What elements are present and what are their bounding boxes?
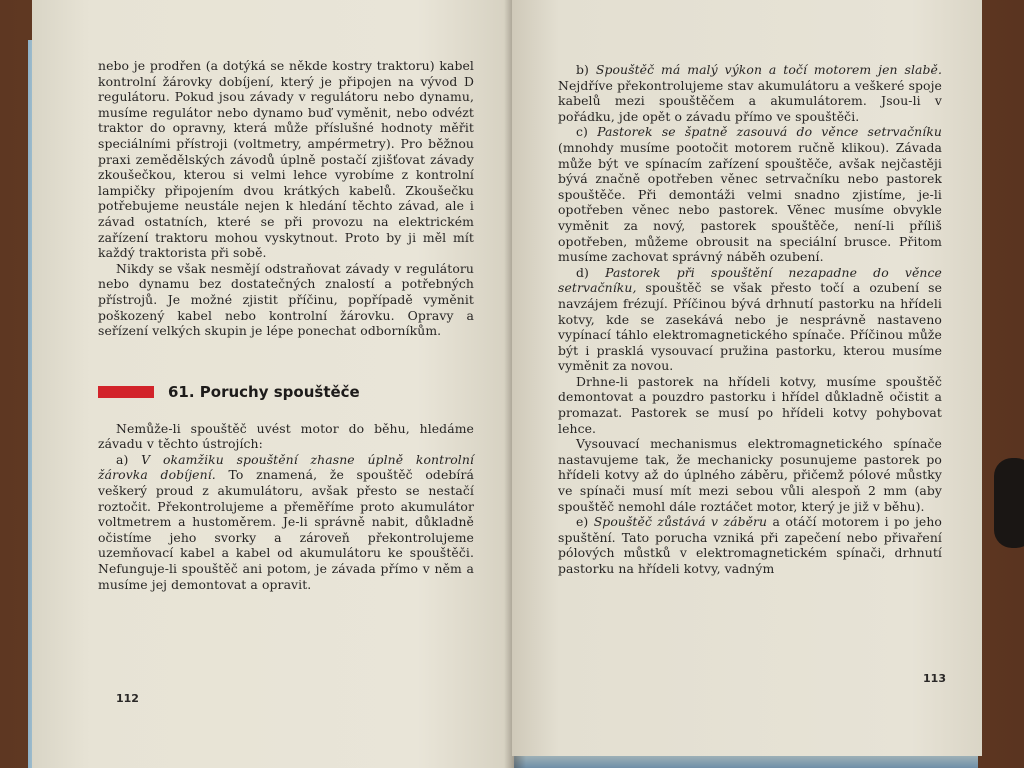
- item-c-italic: Pastorek se špatně zasouvá do věnce setrvačníku: [597, 124, 943, 140]
- page-number-right: 113: [923, 672, 946, 685]
- right-para-vysouv: Vysouvací mechanismus elektromagnetického spínače nastavujeme tak, že mechanicky posunujeme pastorek po hřídeli kotvy až do úplného záběru, přičemž pólové můstky ve spínači musí mít mezi sebou vůli alespoň 2 mm (aby spouštěč nemohl dále roztáčet motor, který je již v běhu).: [558, 436, 942, 514]
- right-para-drhne: Drhne-li pastorek na hřídeli kotvy, musíme spouštěč demontovat a pouzdro pastorku i hřídel důkladně očistit a promazat. Pastorek se musí po hřídeli kotvy pohybovat lehce.: [558, 373, 942, 436]
- item-e-label: e): [576, 514, 594, 530]
- item-c: [558, 124, 942, 264]
- item-a-label: a): [116, 451, 142, 467]
- item-a-italic: V okamžiku spouštění zhasne úplně kontrolní žárovka dobíjení.: [98, 451, 475, 483]
- item-e-italic: Spouštěč zůstává v záběru: [593, 514, 768, 530]
- heading-red-bar: [98, 386, 154, 398]
- left-para-2: Nikdy se však nesmějí odstraňovat závady v regulátoru nebo dynamu bez dostatečných znalostí a potřebných přístrojů. Je možné zjistit příčinu, popřípadě vyměnit poškozený kabel nebo kontrolní žárovku. Opravy a seřízení velkých skupin je lépe ponechat odborníkům.: [98, 260, 474, 339]
- item-b: [558, 62, 942, 124]
- item-c-text: (mnohdy musíme pootočit motorem ručně klikou). Závada může být ve spínacím zařízení spouštěče, avšak nejčastěji bývá značně opotřeben věnec setrvačníku nebo pastorek spouštěče. Při demontáži velmi snadno zjistíme, je-li opotřeben věnec nebo pastorek. Věnec musíme obvykle vyměnit za nový, pastorek spouštěče, není-li příliš opotřeben, můžeme obrousit na speciální brusce. Přitom musíme zachovat správný náběh ozubení.: [558, 139, 942, 265]
- item-b-italic: Spouštěč má malý výkon a točí motorem jen slabě.: [595, 62, 942, 77]
- left-para-3: Nemůže-li spouštěč uvést motor do běhu, hledáme závadu v těchto ústrojích:: [98, 420, 474, 452]
- open-book: [18, 0, 990, 768]
- right-page: [512, 0, 982, 756]
- item-e-text: a otáčí motorem i po jeho spuštění. Tato porucha vzniká při zapečení nebo přivaření pólových můstků v elektromagnetickém spínači, drhnutí pastorku na hřídeli kotvy, vadným: [558, 514, 942, 576]
- item-a-text: To znamená, že spouštěč odebírá veškerý proud z akumulátoru, avšak přesto se nestačí roztočit. Překontrolujeme a přeměříme proto akumulátor voltmetrem a hustoměrem. Je-li správně nabit, důkladně očistíme jeho svorky a zároveň překontrolujeme uzemňovací kabel a kabel od akumulátoru ke spouštěči. Nefunguje-li spouštěč ani potom, je závada přímo v něm a musíme jej demontovat a opravit.: [98, 467, 474, 592]
- page-number-left: 112: [116, 692, 139, 705]
- item-d-label: d): [576, 264, 606, 280]
- item-d: [558, 265, 942, 374]
- section-heading: [98, 383, 474, 401]
- left-page: [32, 0, 514, 768]
- section-title: 61. Poruchy spouštěče: [168, 382, 360, 401]
- item-b-text: Nejdříve překontrolujeme stav akumulátoru a veškeré spoje kabelů mezi spouštěčem a akumulátorem. Jsou-li v pořádku, jde opět o závadu přímo ve spouštěči.: [558, 77, 942, 124]
- item-b-label: b): [576, 62, 596, 77]
- left-para-4: [98, 452, 474, 592]
- item-d-italic: Pastorek při spouštění nezapadne do věnce setrvačníku,: [558, 264, 942, 296]
- item-e: [558, 514, 942, 576]
- left-para-1: nebo je prodřen (a dotýká se někde kostry traktoru) kabel kontrolní žárovky dobíjení, který je připojen na vývod D regulátoru. Pokud jsou závady v regulátoru nebo dynamu, musíme regulátor nebo dynamo buď vyměnit, nebo odvézt traktor do opravny, která může příslušné hodnoty měřit speciálními přístroji (voltmetry, ampérmetry). Pro běžnou praxi zemědělských závodů úplně postačí zjišťovat závady zkoušečkou, kterou si velmi lehce vyrobíme z kontrolní lampičky připojením dvou krátkých kabelů. Zkoušečku potřebujeme neustále nejen k hledání těchto závad, ale i závad ostatních, které se při provozu na elektrickém zařízení traktoru mohou vyskytnout. Proto by ji měl mít každý traktorista při sobě.: [98, 58, 474, 261]
- item-d-text: spouštěč se však přesto točí a ozubení se navzájem frézují. Příčinou bývá drhnutí pastorku na hřídeli kotvy, kde se zasekává nebo je nesprávně nastaveno vypínací táhlo elektromagnetického spínače. Příčinou může být i prasklá vysouvací pružina pastorku, kterou musíme vyměnit za novou.: [558, 280, 942, 374]
- item-c-label: c): [576, 124, 598, 140]
- dark-object: [994, 458, 1024, 548]
